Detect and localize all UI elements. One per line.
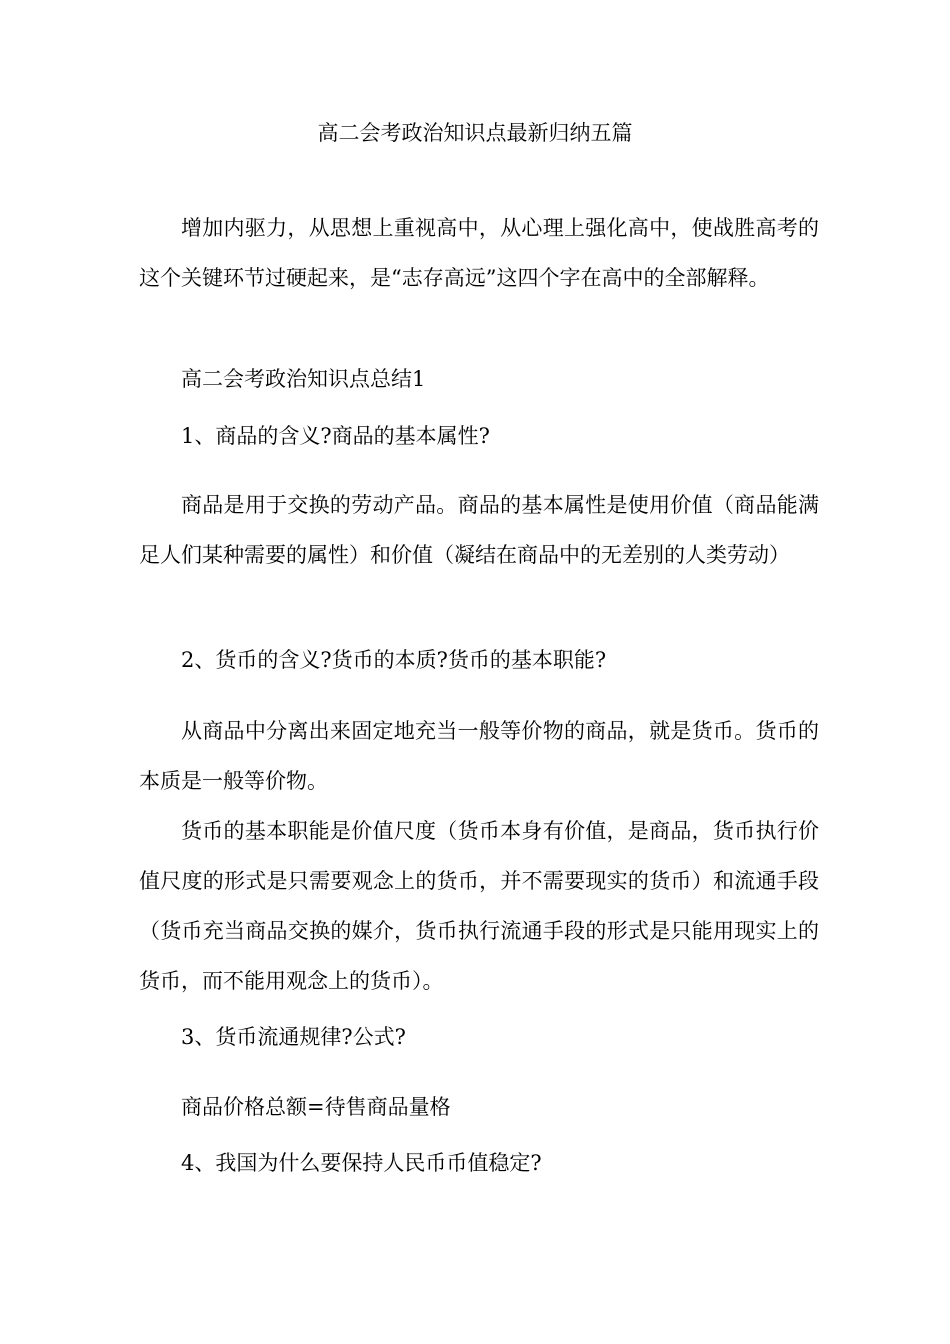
question-1: 1、商品的含义?商品的基本属性? [181,424,490,448]
question-4: 4、我国为什么要保持人民币币值稳定? [181,1151,542,1175]
answer-2-part-1: 从商品中分离出来固定地充当一般等价物的商品，就是货币。货币的本质是一般等价物。 [139,719,819,793]
answer-2-part-2: 货币的基本职能是价值尺度（货币本身有价值，是商品，货币执行价值尺度的形式是只需要观念上的货币，并不需要现实的货币）和流通手段（货币充当商品交换的媒介，货币执行流通手段的形式是只能用现实上的货币，而不能用观念上的货币）。 [139,819,819,993]
question-3: 3、货币流通规律?公式? [181,1025,406,1049]
question-2: 2、货币的含义?货币的本质?货币的基本职能? [181,648,607,672]
answer-3: 商品价格总额=待售商品量格 [181,1095,451,1119]
section-heading-1: 高二会考政治知识点总结1 [181,367,426,391]
answer-1: 商品是用于交换的劳动产品。商品的基本属性是使用价值（商品能满足人们某种需要的属性）和价值（凝结在商品中的无差别的人类劳动） [139,493,819,567]
document-title: 高二会考政治知识点最新归纳五篇 [317,121,633,145]
intro-paragraph: 增加内驱力，从思想上重视高中，从心理上强化高中，使战胜高考的这个关键环节过硬起来，是“志存高远”这四个字在高中的全部解释。 [139,216,819,290]
